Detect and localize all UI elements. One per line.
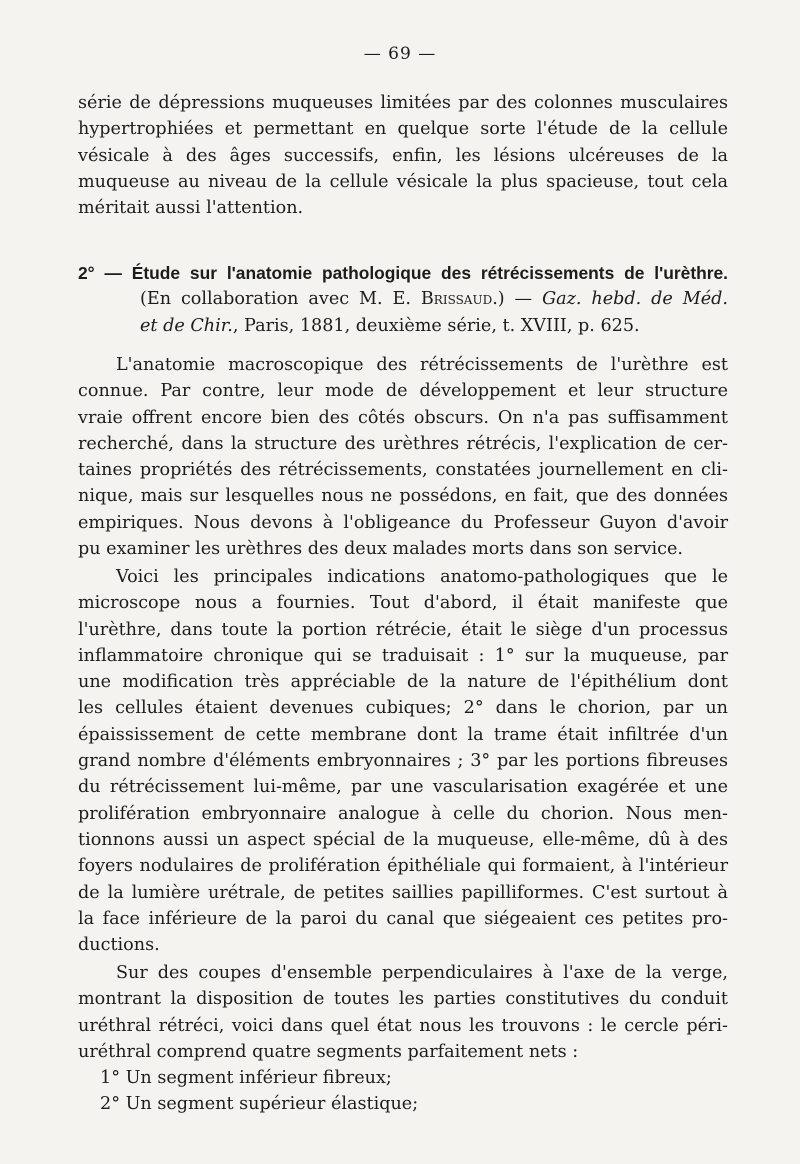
text-line: taines propriétés des rétrécissements, constatées journellement en cli- [78, 460, 728, 481]
text-line: épaississement de cette membrane dont la trame était infiltrée d'un [78, 724, 728, 745]
citation-separator: .) — [492, 289, 543, 310]
text-line: connue. Par contre, leur mode de développement et leur structure [78, 381, 728, 402]
text-line: inflammatoire chronique qui se traduisait : 1° sur la muqueuse, par [78, 645, 728, 666]
text-line: ductions. [78, 935, 160, 956]
text-line: montrant la disposition de toutes les parties constitutives du conduit [78, 989, 728, 1010]
text-line: pu examiner les urèthres des deux malades morts dans son service. [78, 539, 684, 560]
text-line: une modification très appréciable de la nature de l'épithélium dont [78, 672, 728, 693]
text-line: nique, mais sur lesquelles nous ne possédons, en fait, que des données [78, 486, 728, 507]
text-line: recherché, dans la structure des urèthres rétrécis, l'explication de cer- [78, 433, 728, 454]
section-title: 2° — Étude sur l'anatomie pathologique des rétrécissements de l'urèthre. [78, 263, 728, 283]
list-item: 1° Un segment inférieur fibreux; [100, 1068, 392, 1089]
text-line: hypertrophiées et permettant en quelque sorte l'étude de la cellule [78, 119, 728, 140]
citation-line-2 [78, 313, 728, 339]
text-line: vésicale à des âges successifs, enfin, les lésions ulcéreuses de la [78, 145, 728, 166]
text-line: muqueuse au niveau de la cellule vésicale la plus spacieuse, tout cela [78, 171, 728, 192]
text-line: Voici les principales indications anatomo-pathologiques que le [116, 567, 728, 587]
text-line: vraie offrent encore bien des côtés obscurs. On n'a pas suffisamment [78, 407, 728, 428]
text-line: microscope nous a fournies. Tout d'abord, il était manifeste que [78, 593, 728, 614]
text-line: uréthral comprend quatre segments parfaitement nets : [78, 1041, 579, 1062]
citation-line-1 [78, 286, 728, 312]
text-line: Sur des coupes d'ensemble perpendiculaires à l'axe de la verge, [116, 963, 728, 983]
text-line: foyers nodulaires de prolifération épithéliale qui formaient, à l'intérieur [78, 856, 728, 877]
text-line: uréthral rétréci, voici dans quel état nous les trouvons : le cercle péri- [78, 1015, 728, 1036]
text-line: L'anatomie macroscopique des rétrécissements de l'urèthre est [116, 355, 728, 375]
text-line: prolifération embryonnaire analogue à celle du chorion. Nous men- [78, 803, 728, 824]
paragraph-3 [78, 564, 728, 958]
citation-author: Brissaud [420, 289, 493, 310]
text-line: empiriques. Nous devons à l'obligeance du Professeur Guyon d'avoir [78, 512, 728, 533]
citation-journal-cont: et de Chir. [140, 315, 233, 336]
section-heading [78, 260, 728, 339]
page-number: — 69 — [363, 44, 437, 64]
text-line: grand nombre d'éléments embryonnaires ; 3° par les portions fibreuses [78, 751, 728, 772]
paragraph-1 [78, 90, 728, 221]
text-line: l'urèthre, dans toute la portion rétrécie, était le siège d'un processus [78, 619, 728, 640]
text-line: série de dépressions muqueuses limitées par des colonnes musculaires [78, 93, 728, 113]
citation-prefix: (En collaboration avec M. E. [140, 289, 421, 310]
citation-journal: Gaz. hebd. de Méd. [542, 289, 728, 310]
text-line: du rétrécissement lui-même, par une vascularisation exagérée et une [78, 777, 728, 798]
citation-details: , Paris, 1881, deuxième série, t. XVIII, p. 625. [232, 315, 640, 336]
list-item: 2° Un segment supérieur élastique; [100, 1094, 419, 1115]
paragraph-2 [78, 352, 728, 562]
text-line: la face inférieure de la paroi du canal que siégeaient ces petites pro- [78, 908, 728, 929]
text-line: de la lumière urétrale, de petites saillies papilliformes. C'est surtout à [78, 882, 728, 903]
paragraph-4 [78, 960, 728, 1118]
text-line: tionnons aussi un aspect spécial de la muqueuse, elle-même, dû à des [78, 829, 728, 850]
text-line: méritait aussi l'attention. [78, 198, 304, 219]
text-line: les cellules étaient devenues cubiques; 2° dans le chorion, par un [78, 698, 728, 719]
